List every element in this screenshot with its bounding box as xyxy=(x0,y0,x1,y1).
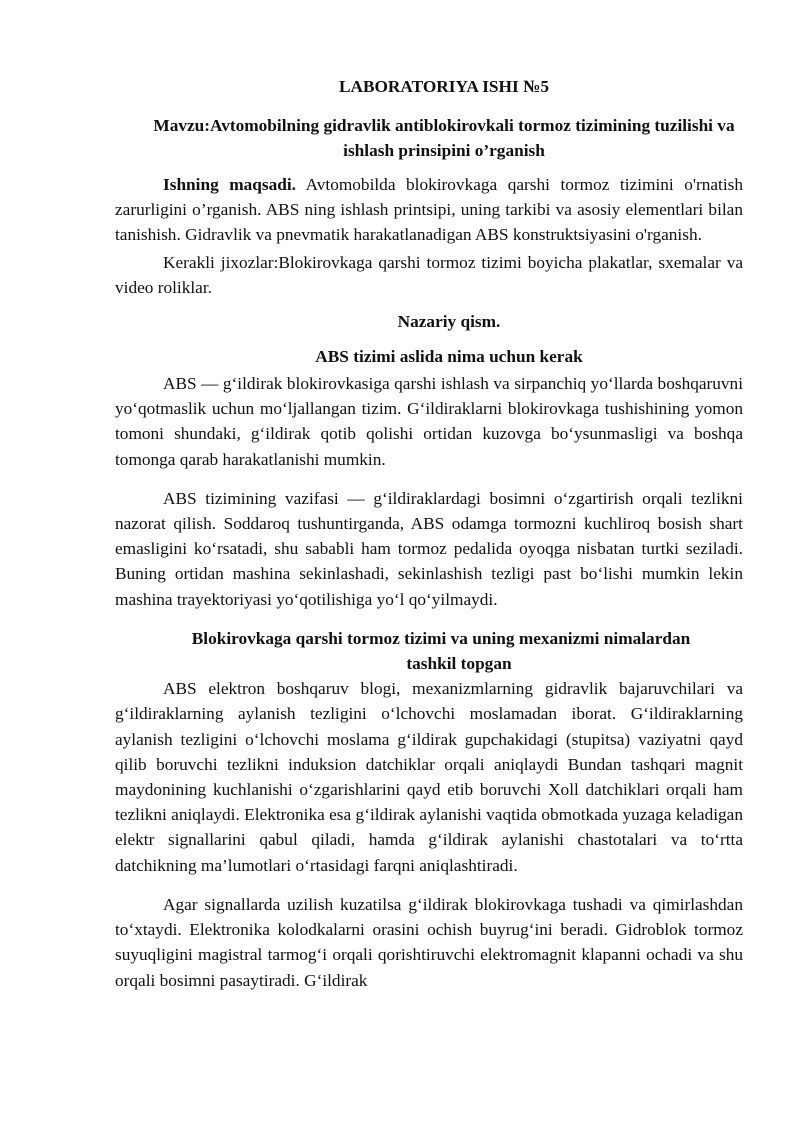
mechanism-paragraph-2: Agar signallarda uzilish kuzatilsa g‘ildirak blokirovkaga tushadi va qimirlashdan to‘xtaydi. Elektronika kolodkalarni orasini ochish buyrug‘ini beradi. Gidroblok tormoz suyuqligini magistral tarmog‘i orqali qorishtiruvchi elektromagnit klapanni ochadi va shu orqali bosimni pasaytiradi. G‘ildirak xyxy=(115,894,743,990)
document-topic: Mavzu:Avtomobilning gidravlik antiblokirovkali tormoz tizimining tuzilishi va ishlash prinsipini o’rganish xyxy=(153,116,735,161)
goal-text: Avtomobilda blokirovkaga qarshi tormoz tizimini o'rnatish zarurligini o’rganish. ABS ning ishlash printsipi, uning tarkibi va asosiy elementlari bilan tanishish. Gidravlik va pnevmatik harakatlanadigan ABS konstruktsiyasini o'rganish. xyxy=(115,174,744,245)
mechanism-paragraph-1: ABS elektron boshqaruv blogi, mexanizmlarning gidravlik bajaruvchilari va g‘ildiraklarning aylanish tezligini o‘lchovchi moslamadan iborat. G‘ildiraklarning aylanish tezligini o‘lchovchi moslama g‘ildirak gupchakidagi (stupitsa) vaziyatni qayd qilib boruvchi tezlikni induksion datchiklar orqali aniqlaydi Bundan tashqari magnit maydonining kuchlanishi o‘zgarishlarini qayd etib boruvchi Xoll datchiklari orqali ham tezlikni aniqlaydi. Elektronika esa g‘ildirak aylanishi vaqtida obmotkada yuzaga keladigan elektr signallarini qabul qiladi, hamda g‘ildirak aylanishi chastotalari va to‘rtta datchikning ma’lumotlari o‘rtasidagi farqni aniqlashtiradi. xyxy=(115,679,743,875)
abs-paragraph-1: ABS — g‘ildirak blokirovkasiga qarshi ishlash va sirpanchiq yo‘llarda boshqaruvni yo‘qotmaslik uchun mo‘ljallangan tizim. G‘ildiraklarni blokirovkaga tushishining yomon tomoni shundaki, g‘ildirak qotib qolishi ortidan kuzovga bo‘ysunmasligi va boshqa tomonga qarab harakatlanishi mumkin. xyxy=(115,374,743,469)
section-heading-mechanism-line1: Blokirovkaga qarshi tormoz tizimi va uning mexanizmi nimalardan xyxy=(191,628,691,648)
document-page xyxy=(115,74,743,1001)
goal-paragraph xyxy=(115,172,743,248)
section-heading-abs-need: ABS tizimi aslida nima uchun kerak xyxy=(315,346,583,366)
abs-paragraph-2: ABS tizimining vazifasi — g‘ildiraklardagi bosimni o‘zgartirish orqali tezlikni nazorat qilish. Soddaroq tushuntirganda, ABS odamga tormozni kuchliroq bosish shart emasligini ko‘rsatadi, shu sababli ham tormoz pedalida oyoqga nisbatan turtki seziladi. Buning ortidan mashina sekinlashadi, sekinlashish tezligi past bo‘lishi mumkin lekin mashina trayektoriyasi yo‘qotilishiga yo‘l qo‘yilmaydi. xyxy=(115,488,743,609)
goal-label: Ishning maqsadi. xyxy=(163,174,296,194)
document-title: LABORATORIYA ISHI №5 xyxy=(338,77,550,96)
equipment-paragraph: Kerakli jixozlar:Blokirovkaga qarshi tormoz tizimi boyicha plakatlar, sxemalar va video roliklar. xyxy=(115,253,743,298)
section-heading-theory: Nazariy qism. xyxy=(397,311,501,331)
section-heading-mechanism-line2: tashkil topgan xyxy=(406,654,512,674)
